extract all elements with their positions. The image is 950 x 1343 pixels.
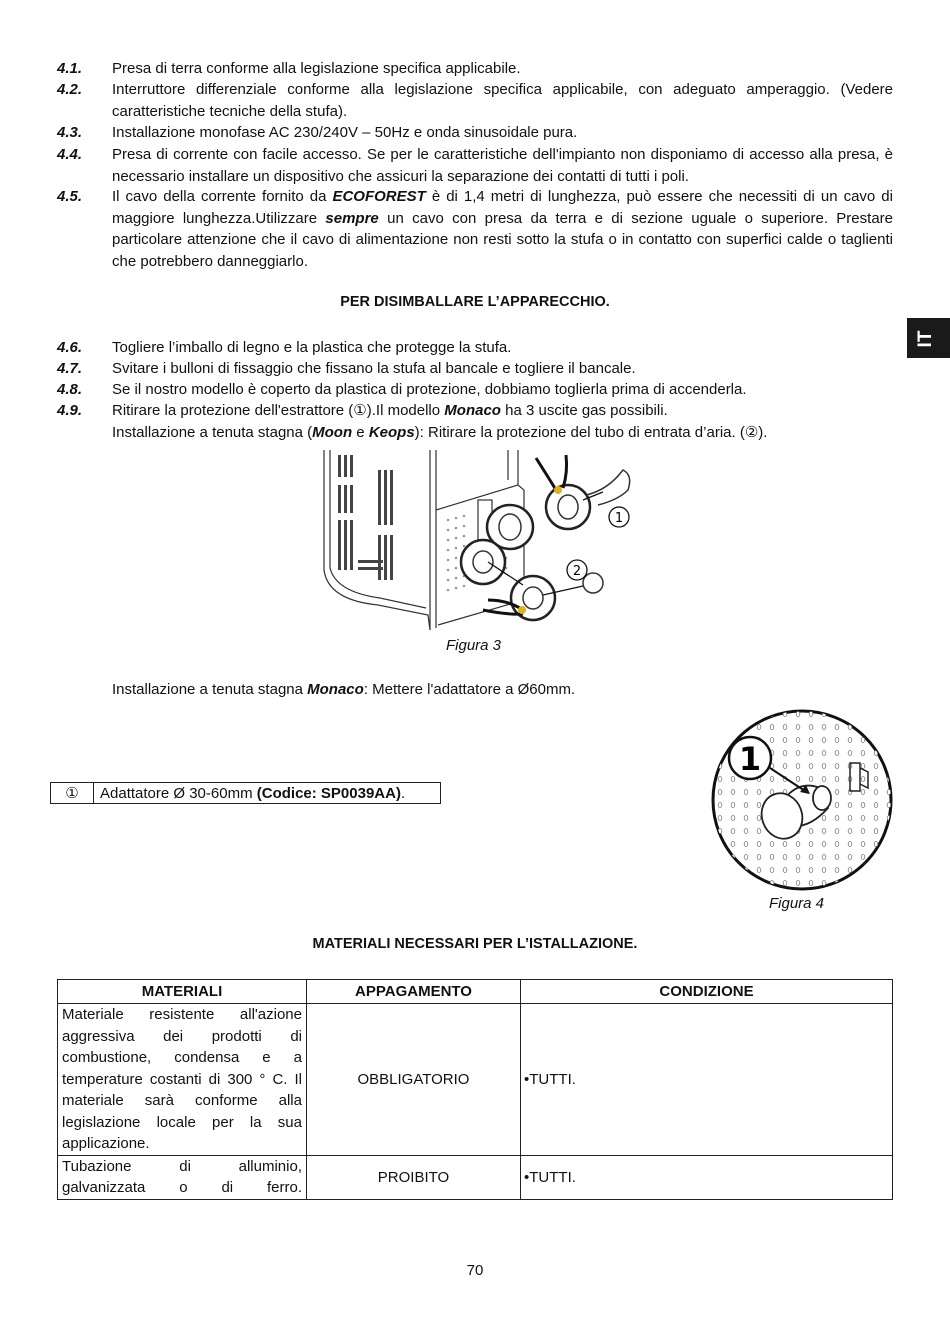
perforation-dot — [835, 816, 839, 821]
text-run: un cavo con presa da terra e di sezione uguale o superiore. Prestare particolare attenzione che il cavo di alimentazione non resti sotto la stufa o in contatto con superfici calde o taglienti che potrebbero danneggiarlo. — [112, 209, 893, 270]
perforation-dot — [757, 712, 761, 717]
perforation-dot — [718, 712, 722, 717]
perforation-dot — [861, 764, 865, 769]
item-text — [112, 379, 893, 401]
perforation-dot — [718, 790, 722, 795]
item-text — [112, 186, 893, 272]
table-row — [58, 1155, 893, 1199]
perforation-dot — [731, 777, 735, 782]
perforation-dot — [848, 816, 852, 821]
cell-requirement: PROIBITO — [307, 1155, 521, 1199]
perforation-dot — [835, 751, 839, 756]
item-number: 4.4. — [57, 146, 83, 163]
figure-4-illustration — [710, 708, 895, 893]
perforation-dot — [861, 777, 865, 782]
perforation-dot — [887, 712, 891, 717]
perforation-dot — [809, 764, 813, 769]
text-run: Presa di terra conforme alla legislazione specifica applicabile. — [112, 60, 521, 77]
monaco-install-note — [112, 679, 575, 701]
perforation-dot — [757, 816, 761, 821]
perforation-dot — [718, 816, 722, 821]
perforation-dot — [744, 855, 748, 860]
perforation-dot — [874, 777, 878, 782]
perforation-dot — [848, 712, 852, 717]
perforation-dot — [822, 751, 826, 756]
list-item — [57, 379, 893, 401]
cell-material: Materiale resistente all'azione aggressiva dei prodotti di combustione, condensa e a temperature costanti di 300 ° C. Il materiale sarà conforme alla legislazione locale per la sua applicazione. — [58, 1004, 307, 1156]
perforation-dot — [783, 751, 787, 756]
adapter-text: Adattatore Ø 30-60mm — [100, 784, 257, 802]
text-run: : Mettere l'adattatore a Ø60mm. — [363, 681, 576, 698]
perforation-dot — [809, 751, 813, 756]
perforation-dot — [822, 764, 826, 769]
perforation-dot — [757, 868, 761, 873]
perforation-dot — [861, 751, 865, 756]
perforation-dot — [887, 738, 891, 743]
perforation-dot — [822, 816, 826, 821]
adapter-code: (Codice: SP0039AA) — [256, 784, 401, 802]
figure-3-caption: Figura 3 — [446, 637, 502, 654]
section-heading-materials: MATERIALI NECESSARI PER L’ISTALLAZIONE. — [312, 936, 638, 952]
text-run: Installazione a tenuta stagna ( — [112, 423, 313, 441]
perforation-dot — [718, 725, 722, 730]
perforation-dot — [874, 829, 878, 834]
perforation-dot — [783, 881, 787, 886]
text-run: Ritirare la protezione dell'estrattore (①).Il modello — [112, 402, 445, 419]
perforation-dot — [809, 738, 813, 743]
item-number: 4.5. — [57, 188, 83, 205]
perforation-dot — [835, 855, 839, 860]
perforation-dot — [718, 842, 722, 847]
perforation-dot — [874, 803, 878, 808]
perforation-dot — [796, 868, 800, 873]
column-header-requirement: APPAGAMENTO — [307, 980, 521, 1004]
emphasis-text: Keops — [368, 423, 415, 441]
perforation-dot — [744, 881, 748, 886]
perforation-dot — [848, 842, 852, 847]
perforation-dot — [757, 842, 761, 847]
perforation-dot — [809, 725, 813, 730]
perforation-dot — [796, 725, 800, 730]
perforation-dot — [744, 803, 748, 808]
page-number: 70 — [466, 1262, 484, 1279]
figure-4-caption: Figura 4 — [769, 895, 825, 912]
perforation-dot — [770, 868, 774, 873]
text-run: Installazione monofase AC 230/240V – 50Hz e onda sinusoidale pura. — [112, 124, 578, 141]
perforation-dot — [874, 855, 878, 860]
emphasis-text: Monaco — [307, 681, 364, 698]
perforation-dot — [887, 829, 891, 834]
cell-condition: •TUTTI. — [521, 1004, 893, 1156]
text-run: Se il nostro modello è coperto da plastica di protezione, dobbiamo toglierla prima di accenderla. — [112, 381, 747, 398]
perforation-dot — [822, 725, 826, 730]
perforation-dot — [887, 764, 891, 769]
figure-4-marker-1: 1 — [738, 740, 762, 778]
list-item — [57, 58, 893, 80]
text-run: Il cavo della corrente fornito da — [112, 188, 333, 205]
perforation-dot — [848, 751, 852, 756]
perforation-dot — [861, 712, 865, 717]
text-run: ): Ritirare la protezione del tubo di entrata d’aria. (②). — [414, 423, 768, 441]
perforation-dot — [744, 790, 748, 795]
perforation-dot — [796, 881, 800, 886]
perforation-dot — [835, 868, 839, 873]
item-text — [112, 122, 893, 144]
perforation-dot — [848, 881, 852, 886]
perforation-dot — [809, 777, 813, 782]
perforation-dot — [861, 738, 865, 743]
perforation-dot — [835, 790, 839, 795]
perforation-dot — [770, 738, 774, 743]
perforation-dot — [731, 816, 735, 821]
perforation-dot — [770, 725, 774, 730]
perforation-dot — [887, 751, 891, 756]
perforation-dot — [718, 803, 722, 808]
item-number: 4.9. — [57, 402, 83, 419]
perforation-dot — [848, 738, 852, 743]
perforation-dot — [783, 764, 787, 769]
perforation-dot — [718, 751, 722, 756]
language-tab — [907, 318, 950, 358]
perforation-dot — [731, 868, 735, 873]
perforation-dot — [809, 842, 813, 847]
perforation-dot — [822, 881, 826, 886]
perforation-dot — [731, 881, 735, 886]
perforation-dot — [731, 842, 735, 847]
text-run: Interruttore differenziale conforme alla legislazione specifica applicabile, con adeguato amperaggio. (Vedere caratteristiche tecniche della stufa). — [112, 81, 893, 120]
perforation-dot — [718, 777, 722, 782]
perforation-dot — [822, 738, 826, 743]
perforation-dot — [744, 829, 748, 834]
perforation-dot — [731, 725, 735, 730]
perforation-dot — [822, 868, 826, 873]
list-item — [57, 358, 893, 380]
perforation-dot — [874, 881, 878, 886]
text-run: e — [352, 423, 369, 441]
perforation-dot — [757, 803, 761, 808]
perforation-dot — [874, 816, 878, 821]
adapter-table — [50, 782, 441, 804]
perforation-dot — [718, 881, 722, 886]
perforation-dot — [731, 790, 735, 795]
list-item — [57, 122, 893, 144]
perforation-dot — [887, 803, 891, 808]
perforation-dot — [809, 855, 813, 860]
item-number: 4.6. — [57, 339, 83, 356]
perforation-dot — [848, 829, 852, 834]
perforation-dot — [835, 725, 839, 730]
perforation-dot — [770, 855, 774, 860]
perforation-dot — [796, 777, 800, 782]
perforation-dot — [848, 803, 852, 808]
perforation-dot — [783, 868, 787, 873]
perforation-dot — [770, 842, 774, 847]
item-number: 4.2. — [57, 81, 83, 98]
perforation-dot — [861, 881, 865, 886]
perforation-dot — [887, 790, 891, 795]
perforation-dot — [809, 868, 813, 873]
list-item — [57, 400, 893, 443]
table-header-row — [58, 980, 893, 1004]
perforation-dot — [835, 777, 839, 782]
item-text — [112, 58, 893, 80]
perforation-dot — [783, 855, 787, 860]
perforation-dot — [887, 868, 891, 873]
perforation-dot — [874, 712, 878, 717]
item-text — [112, 400, 893, 443]
item-number: 4.3. — [57, 124, 83, 141]
perforation-dot — [835, 712, 839, 717]
perforation-dot — [731, 712, 735, 717]
perforation-dot — [887, 725, 891, 730]
perforation-dot — [835, 803, 839, 808]
perforation-dot — [835, 842, 839, 847]
item-text — [112, 79, 893, 122]
perforation-dot — [770, 790, 774, 795]
perforation-dot — [861, 803, 865, 808]
text-run: Installazione a tenuta stagna — [112, 681, 308, 698]
perforation-dot — [796, 764, 800, 769]
perforation-dot — [874, 868, 878, 873]
text-run: Togliere l’imballo di legno e la plastica che protegge la stufa. — [112, 339, 512, 356]
perforation-dot — [757, 829, 761, 834]
perforation-dot — [731, 829, 735, 834]
perforation-dot — [796, 751, 800, 756]
emphasis-text: ECOFOREST — [332, 188, 426, 205]
perforation-dot — [848, 868, 852, 873]
perforation-dot — [718, 868, 722, 873]
perforation-dot — [822, 777, 826, 782]
perforation-dot — [744, 712, 748, 717]
adapter-symbol: ① — [51, 783, 94, 804]
perforation-dot — [796, 738, 800, 743]
perforation-dot — [783, 842, 787, 847]
figure-3-illustration — [318, 450, 638, 635]
section-heading-unpack: PER DISIMBALLARE L’APPARECCHIO. — [340, 294, 610, 310]
perforation-dot — [796, 855, 800, 860]
perforation-dot — [874, 738, 878, 743]
perforation-dot — [874, 725, 878, 730]
language-tab-label: IT — [915, 330, 936, 348]
perforation-dot — [757, 855, 761, 860]
column-header-materials: MATERIALI — [58, 980, 307, 1004]
perforation-dot — [861, 855, 865, 860]
perforation-dot — [874, 842, 878, 847]
text-run: è di 1,4 metri di lunghezza, può essere che necessiti di un cavo di maggiore lunghezza.Utilizzare — [112, 188, 893, 227]
text-run: Svitare i bulloni di fissaggio che fissano la stufa al bancale e togliere il bancale. — [112, 360, 636, 377]
list-item — [57, 337, 893, 359]
perforation-dot — [718, 738, 722, 743]
perforation-dot — [757, 881, 761, 886]
perforation-dot — [822, 842, 826, 847]
item-number: 4.7. — [57, 360, 83, 377]
perforation-dot — [835, 738, 839, 743]
perforation-dot — [718, 855, 722, 860]
materials-table — [57, 979, 893, 1200]
item-text — [112, 144, 893, 187]
text-run: Presa di corrente con facile accesso. Se per le caratteristiche dell'impianto non disponiamo di accesso alla presa, è necessario installare un dispositivo che assicuri la separazione dei contatti di tutti i poli. — [112, 146, 893, 185]
perforation-dot — [848, 855, 852, 860]
perforation-dot — [887, 855, 891, 860]
perforation-dot — [861, 868, 865, 873]
perforation-dot — [861, 816, 865, 821]
perforation-dot — [757, 725, 761, 730]
perforation-dot — [822, 855, 826, 860]
perforation-dot — [861, 790, 865, 795]
perforation-dot — [744, 816, 748, 821]
cell-requirement: OBBLIGATORIO — [307, 1004, 521, 1156]
item-text — [112, 337, 893, 359]
perforation-dot — [783, 725, 787, 730]
perforation-dot — [822, 829, 826, 834]
perforation-dot — [744, 842, 748, 847]
perforation-dot — [861, 725, 865, 730]
item-number: 4.1. — [57, 60, 83, 77]
figure-3-marker-1: 1 — [614, 511, 624, 526]
cell-material: Tubazione di alluminio, galvanizzata o di ferro. — [58, 1155, 307, 1199]
perforation-dot — [887, 881, 891, 886]
adapter-row — [51, 783, 441, 804]
perforation-dot — [809, 712, 813, 717]
perforation-dot — [809, 881, 813, 886]
column-header-condition: CONDIZIONE — [521, 980, 893, 1004]
table-row — [58, 1004, 893, 1156]
item-text — [112, 358, 893, 380]
cell-condition: •TUTTI. — [521, 1155, 893, 1199]
perforation-dot — [874, 790, 878, 795]
perforation-dot — [861, 829, 865, 834]
perforation-dot — [796, 712, 800, 717]
perforation-dot — [835, 764, 839, 769]
perforation-dot — [757, 790, 761, 795]
perforation-dot — [731, 803, 735, 808]
list-item — [57, 144, 893, 187]
perforation-dot — [874, 764, 878, 769]
perforation-dot — [861, 842, 865, 847]
text-run: ha 3 uscite gas possibili. — [500, 402, 668, 419]
perforation-dot — [783, 738, 787, 743]
emphasis-text: Moon — [312, 423, 353, 441]
list-item — [57, 186, 893, 272]
perforation-dot — [887, 842, 891, 847]
perforation-dot — [835, 829, 839, 834]
perforation-dot — [770, 777, 774, 782]
perforation-dot — [809, 829, 813, 834]
adapter-text-end: . — [400, 784, 406, 802]
list-item — [57, 79, 893, 122]
figure-3-marker-2: 2 — [572, 564, 582, 579]
emphasis-text: sempre — [325, 209, 379, 227]
adapter-description — [94, 783, 441, 804]
emphasis-text: Monaco — [444, 402, 501, 419]
item-number: 4.8. — [57, 381, 83, 398]
perforation-dot — [796, 842, 800, 847]
